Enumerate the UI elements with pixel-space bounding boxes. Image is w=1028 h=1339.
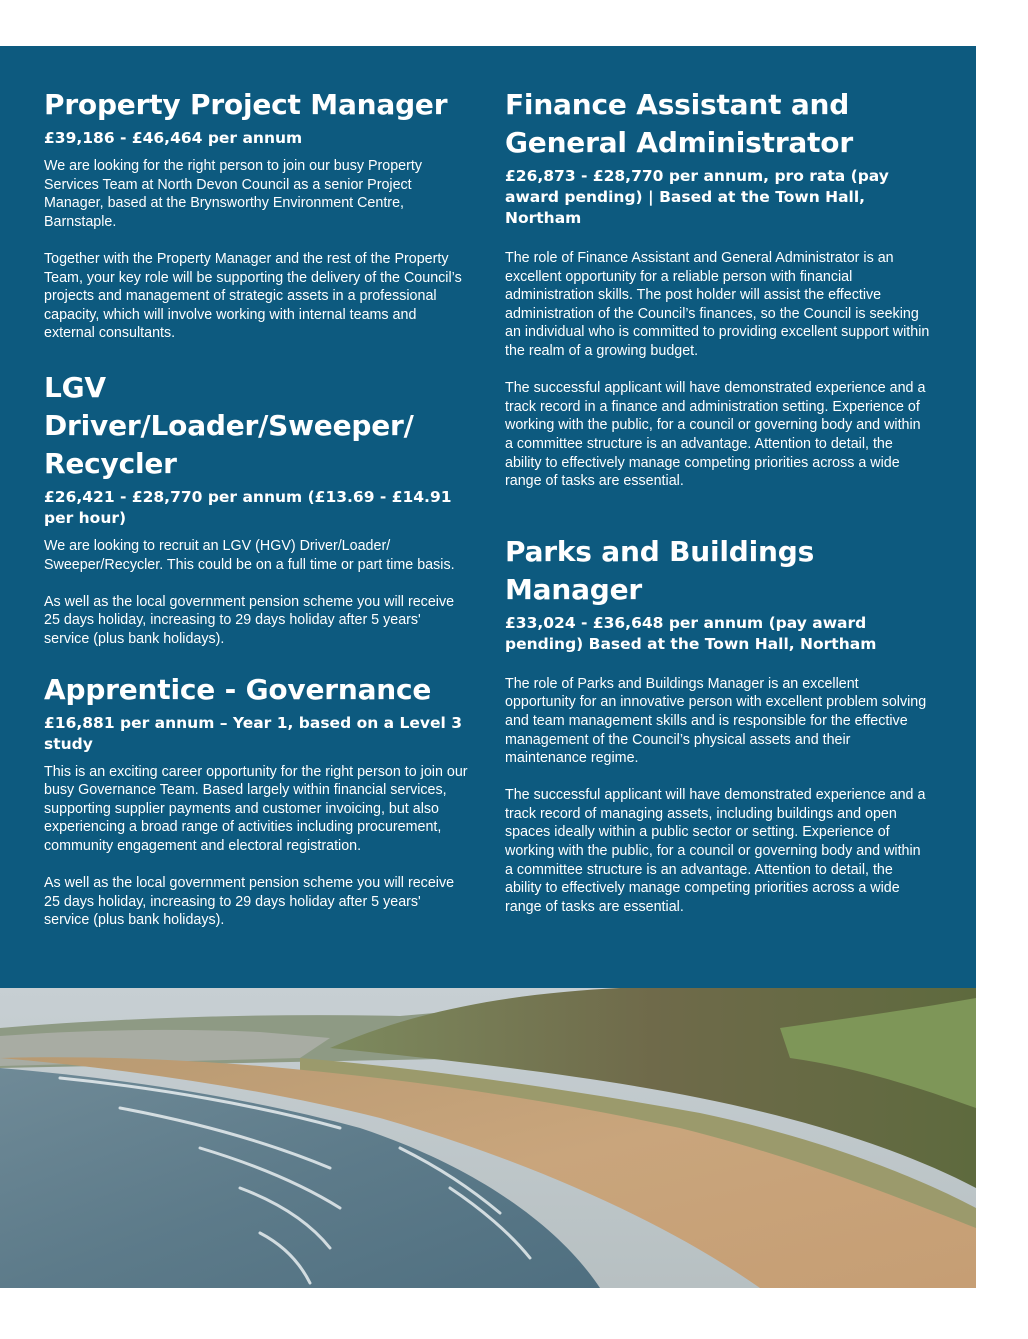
left-column: [44, 86, 468, 948]
job-title: Property Project Manager: [44, 88, 448, 121]
coastline-photo: [0, 988, 976, 1288]
job-description: As well as the local government pension scheme you will receive 25 days holiday, increasing to 29 days holiday after 5 years' service (plus bank holidays).: [44, 875, 455, 929]
job-listings-panel: [0, 46, 976, 988]
job-salary: £33,024 - £36,648 per annum (pay award pending) Based at the Town Hall, Northam: [505, 613, 877, 653]
job-description: As well as the local government pension scheme you will receive 25 days holiday, increasing to 29 days holiday after 5 years' service (plus bank holidays).: [44, 593, 455, 647]
job-description: Together with the Property Manager and the rest of the Property Team, your key role will be supporting the delivery of the Council’s projects and management of strategic assets in a professional capacity, which will involve working with internal teams and external consultants.: [44, 250, 462, 342]
job-lgv-driver: [44, 369, 468, 649]
job-finance-assistant: [505, 86, 930, 491]
right-column: [505, 86, 930, 935]
job-parks-buildings-manager: [505, 533, 930, 917]
job-description: The role of Parks and Buildings Manager is an excellent opportunity for an innovative person with excellent problem solving and team management skills and is responsible for the effective management of the Council’s physical assets and their maintenance regime.: [505, 675, 927, 767]
job-description: The successful applicant will have demonstrated experience and a track record of managing assets, including buildings and open spaces ideally within a public sector or setting. Experience of working with the public, for a council or governing body and within a committee structure is an advantage. Attention to detail, the ability to effectively manage competing priorities across a wide range of tasks are essential.: [505, 787, 926, 915]
job-property-project-manager: [44, 86, 468, 343]
job-title: Apprentice - Governance: [44, 672, 432, 706]
job-title: LGV Driver/Loader/Sweeper/ Recycler: [44, 370, 414, 480]
job-apprentice-governance: [44, 671, 468, 930]
job-description: The role of Finance Assistant and General Administrator is an excellent opportunity for a reliable person with financial administration skills. The post holder will assist the effective administration of the Council’s finances, so the Council is seeking an individual who is committed to providing excellent support within the realm of a growing budget.: [505, 250, 930, 359]
job-salary: £16,881 per annum – Year 1, based on a Level 3 study: [44, 713, 463, 753]
job-salary: £26,421 - £28,770 per annum (£13.69 - £14.91 per hour): [44, 487, 452, 527]
coastline-illustration: [0, 988, 976, 1288]
job-description: This is an exciting career opportunity for the right person to join our busy Governance Team. Based largely within financial services, supporting supplier payments and customer invoicing, but also experiencing a broad range of activities including procurement, community engagement and electoral registration.: [44, 763, 468, 854]
job-title: Parks and Buildings Manager: [505, 534, 815, 606]
job-description: We are looking for the right person to join our busy Property Services Team at North Devon Council as a senior Project Manager, based at the Brynsworthy Environment Centre, Barnstaple.: [44, 158, 423, 230]
job-description: The successful applicant will have demonstrated experience and a track record in a finance and administration setting. Experience of working with the public, for a council or governing body and within a committee structure is an advantage. Attention to detail, the ability to effectively manage competing priorities across a wide range of tasks are essential.: [505, 380, 926, 490]
job-title: Finance Assistant and General Administrator: [505, 88, 853, 159]
job-description: We are looking to recruit an LGV (HGV) Driver/Loader/ Sweeper/Recycler. This could be on a full time or part time basis.: [44, 537, 455, 573]
job-salary: £26,873 - £28,770 per annum, pro rata (pay award pending) | Based at the Town Hall, Northam: [505, 167, 889, 227]
job-salary: £39,186 - £46,464 per annum: [44, 129, 303, 147]
